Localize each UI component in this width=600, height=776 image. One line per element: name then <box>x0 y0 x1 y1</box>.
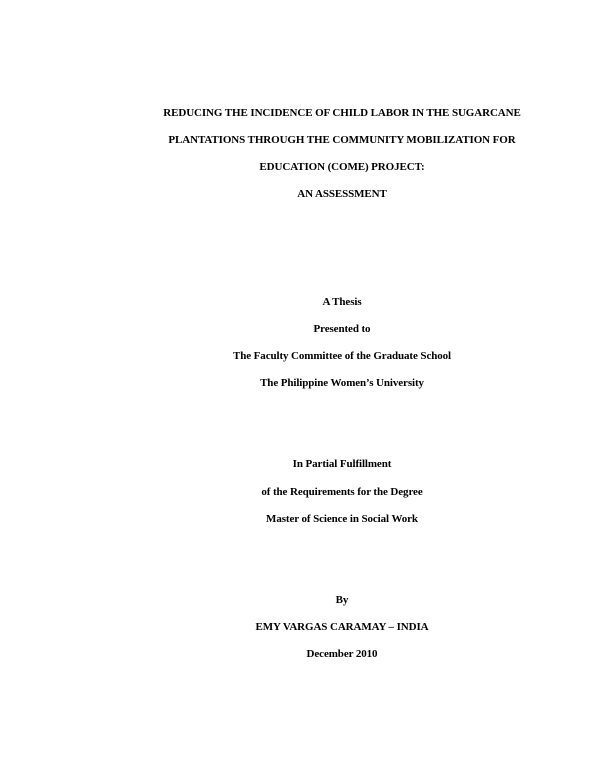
title-line-3: EDUCATION (COME) PROJECT: <box>259 161 425 173</box>
university-name: The Philippine Women’s University <box>260 377 424 389</box>
faculty-committee: The Faculty Committee of the Graduate School <box>232 350 451 362</box>
requirements-degree: of the Requirements for the Degree <box>261 486 423 498</box>
title-line-4: AN ASSESSMENT <box>297 188 387 200</box>
author-name: EMY VARGAS CARAMAY – INDIA <box>255 621 429 633</box>
by-label: By <box>335 594 349 606</box>
title-line-1: REDUCING THE INCIDENCE OF CHILD LABOR IN THE SUGARCANE <box>163 107 521 119</box>
submission-date: December 2010 <box>306 648 378 660</box>
title-line-2: PLANTATIONS THROUGH THE COMMUNITY MOBILIZATION FOR <box>168 134 516 146</box>
degree-name: Master of Science in Social Work <box>266 513 418 525</box>
thesis-label: A Thesis <box>322 296 362 308</box>
presented-to: Presented to <box>313 323 371 335</box>
partial-fulfillment: In Partial Fulfillment <box>292 458 392 470</box>
